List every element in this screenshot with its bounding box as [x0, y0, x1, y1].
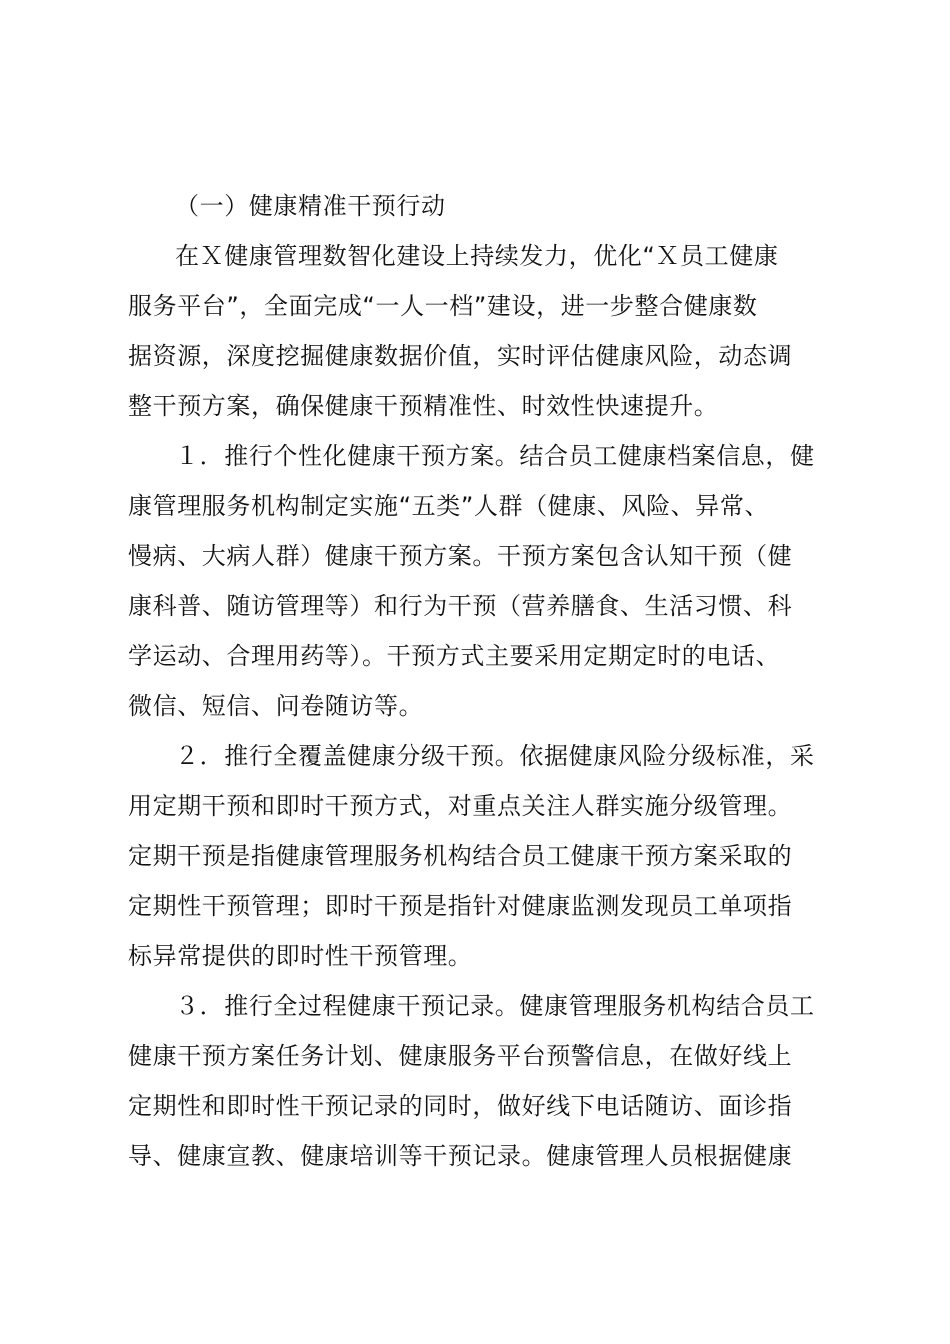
- paragraph-intro: [128, 231, 838, 431]
- paragraph-line: 慢病、大病人群）健康干预方案。干预方案包含认知干预（健: [128, 542, 793, 570]
- paragraph-item-3: [128, 981, 838, 1181]
- paragraph-line: 标异常提供的即时性干预管理。: [128, 942, 473, 970]
- paragraph-line: 微信、短信、问卷随访等。: [128, 692, 424, 720]
- paragraph-item-2: [128, 731, 838, 981]
- document-body: [128, 181, 838, 1181]
- paragraph-line: 学运动、合理用药等）。干预方式主要采用定期定时的电话、: [128, 642, 781, 670]
- paragraph-item-1: [128, 431, 838, 731]
- paragraph-line: 康管理服务机构制定实施“五类”人群（健康、风险、异常、: [128, 492, 770, 520]
- paragraph-line: 健康干预方案任务计划、健康服务平台预警信息，在做好线上: [128, 1042, 793, 1070]
- paragraph-line: 在Ｘ健康管理数智化建设上持续发力，优化“Ｘ员工健康: [175, 242, 779, 270]
- paragraph-line: 定期性和即时性干预记录的同时，做好线下电话随访、面诊指: [128, 1092, 793, 1120]
- paragraph-line: 服务平台”，全面完成“一人一档”建设，进一步整合健康数: [128, 292, 758, 320]
- paragraph-line: １．推行个性化健康干预方案。结合员工健康档案信息，健: [175, 442, 815, 470]
- section-heading: （一）健康精准干预行动: [175, 192, 446, 220]
- paragraph-line: 定期干预是指健康管理服务机构结合员工健康干预方案采取的: [128, 842, 793, 870]
- paragraph-line: 康科普、随访管理等）和行为干预（营养膳食、生活习惯、科: [128, 592, 793, 620]
- paragraph-line: 整干预方案，确保健康干预精准性、时效性快速提升。: [128, 392, 719, 420]
- paragraph-line: 据资源，深度挖掘健康数据价值，实时评估健康风险，动态调: [128, 342, 793, 370]
- paragraph-line: ２．推行全覆盖健康分级干预。依据健康风险分级标准，采: [175, 742, 815, 770]
- paragraph-line: 导、健康宣教、健康培训等干预记录。健康管理人员根据健康: [128, 1142, 793, 1170]
- paragraph-line: ３．推行全过程健康干预记录。健康管理服务机构结合员工: [175, 992, 815, 1020]
- paragraph-line: 用定期干预和即时干预方式，对重点关注人群实施分级管理。: [128, 792, 793, 820]
- paragraph-line: 定期性干预管理；即时干预是指针对健康监测发现员工单项指: [128, 892, 793, 920]
